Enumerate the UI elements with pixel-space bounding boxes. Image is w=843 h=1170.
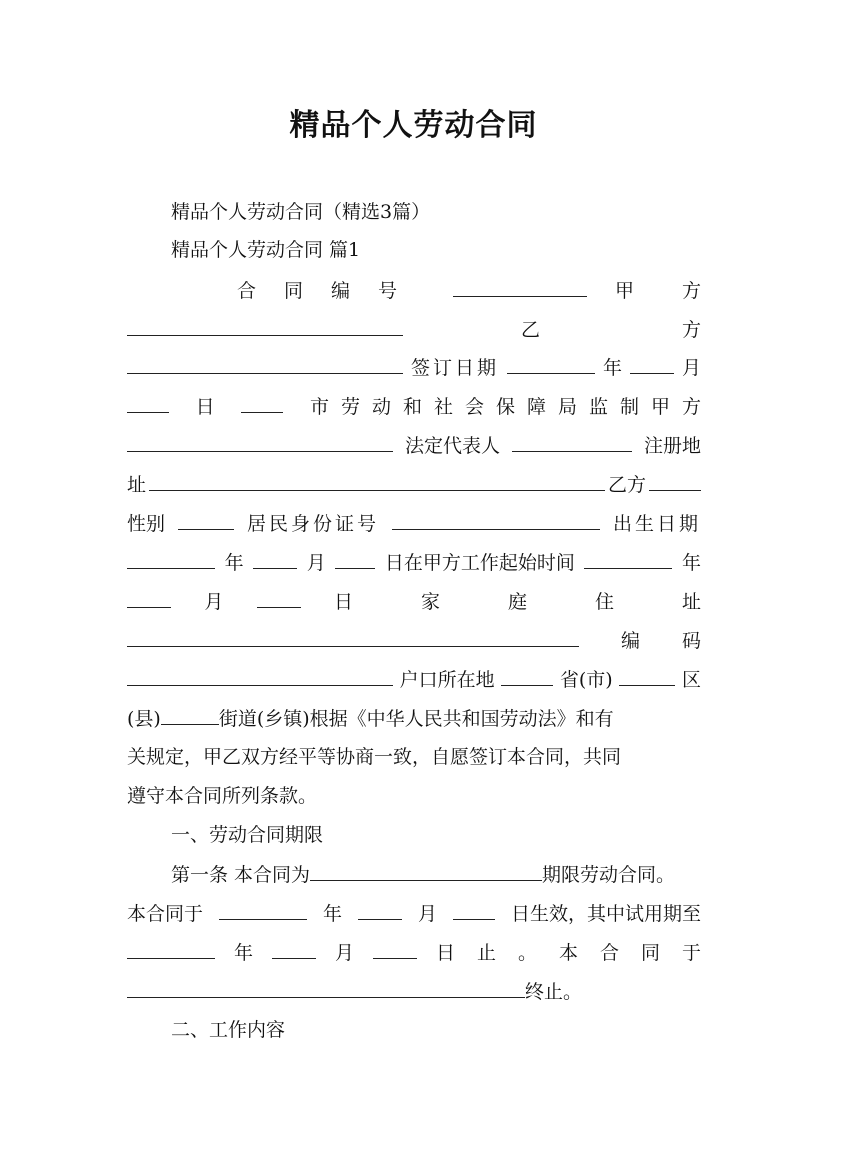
- subtitle: 精品个人劳动合同（精选3篇）: [171, 201, 431, 223]
- agreement-line: [127, 743, 701, 771]
- label-month-4: 月: [417, 903, 437, 925]
- label-month-5: 月: [334, 942, 354, 964]
- legal-rep-line: [127, 431, 701, 459]
- text-comply: 遵守本合同所列条款。: [127, 785, 318, 807]
- label-supervised: 市劳动和社会保障局监制甲方: [309, 396, 713, 418]
- blank-party-b: [127, 353, 403, 374]
- blank-postcode: [127, 665, 393, 686]
- label-sign-date: 签订日期: [410, 357, 499, 379]
- labor-law-line: [127, 704, 701, 732]
- label-month-3: 月: [204, 591, 224, 613]
- text-term-type: 期限劳动合同。: [542, 864, 676, 886]
- text-termination: 终止。: [525, 981, 583, 1003]
- label-year-5: 年: [233, 942, 253, 964]
- start-time-line: [127, 548, 701, 576]
- blank-birth-day: [335, 548, 375, 569]
- blank-start-year: [584, 548, 672, 569]
- section-heading: 精品个人劳动合同 篇1: [171, 239, 361, 261]
- blank-probation-day: [373, 938, 417, 959]
- article-one-line: [127, 860, 757, 888]
- section-work-heading: 二、工作内容: [171, 1019, 286, 1041]
- label-month: 月: [681, 357, 701, 379]
- blank-district: [619, 665, 675, 686]
- blank-gender: [178, 509, 234, 530]
- text-effective: 日生效，其中试用期至: [510, 903, 701, 925]
- blank-birth-year: [127, 548, 215, 569]
- label-party-a: 甲方: [614, 280, 749, 302]
- label-legal-rep: 法定代表人: [404, 435, 500, 457]
- blank-contract-number: [453, 276, 587, 297]
- postcode-line: [127, 626, 743, 654]
- blank-effective-year: [219, 899, 307, 920]
- blank-sign-year: [507, 353, 595, 374]
- blank-party-a-name: [127, 431, 393, 452]
- label-id-number: 居民身份证号: [246, 513, 379, 535]
- blank-id-number: [392, 509, 600, 530]
- label-year: 年: [602, 357, 622, 379]
- address-line: [127, 470, 701, 498]
- party-a-line: [127, 315, 843, 343]
- sign-date-line: [127, 353, 701, 381]
- label-registered-addr: 注册地: [643, 435, 701, 457]
- text-contract-from: 本合同于: [127, 903, 204, 925]
- blank-effective-month: [358, 899, 402, 920]
- label-province: 省(市): [559, 669, 613, 691]
- label-day: 日: [195, 396, 215, 418]
- section-heading-line: [127, 236, 745, 264]
- label-address-cont: 址: [127, 474, 147, 496]
- label-household: 户口所在地: [399, 669, 495, 691]
- blank-party-b-name: [649, 470, 701, 491]
- contract-number-line: [127, 276, 749, 304]
- label-year-3: 年: [681, 552, 701, 574]
- blank-start-day: [257, 587, 301, 608]
- label-year-4: 年: [322, 903, 342, 925]
- blank-registered-addr: [149, 470, 605, 491]
- comply-line: [127, 782, 701, 810]
- blank-birth-month: [253, 548, 297, 569]
- text-probation-end: 日止。本合同于: [435, 942, 723, 964]
- label-postcode: 编码: [620, 630, 743, 652]
- label-start-time: 日在甲方工作起始时间: [384, 552, 575, 574]
- blank-contract-term: [310, 860, 542, 881]
- blank-start-month: [127, 587, 171, 608]
- blank-street: [161, 704, 219, 725]
- blank-probation-year: [127, 938, 215, 959]
- text-agreement: 关规定，甲乙双方经平等协商一致，自愿签订本合同，共同: [127, 746, 622, 768]
- blank-termination: [127, 977, 525, 998]
- text-article-one: 第一条 本合同为: [171, 864, 311, 886]
- blank-sign-month: [630, 353, 674, 374]
- blank-sign-day-2: [241, 392, 283, 413]
- blank-legal-rep: [512, 431, 632, 452]
- label-birth-date: 出生日期: [612, 513, 701, 535]
- label-year-2: 年: [224, 552, 244, 574]
- text-labor-law: 街道(乡镇)根据《中华人民共和国劳动法》和有: [218, 708, 614, 730]
- supervised-line: [127, 392, 713, 420]
- probation-line: [127, 938, 723, 966]
- household-line: [127, 665, 701, 693]
- home-address-line: [127, 587, 769, 615]
- termination-line: [127, 977, 701, 1005]
- subtitle-line: [127, 198, 745, 226]
- label-party-b: 乙方: [520, 319, 843, 341]
- label-month-2: 月: [306, 552, 326, 574]
- label-home-address: 日家庭住址: [333, 591, 769, 613]
- blank-sign-day-1: [127, 392, 169, 413]
- label-gender: 性别: [127, 513, 166, 535]
- section-term-heading-line: [127, 821, 745, 849]
- blank-home-address: [127, 626, 579, 647]
- effective-line: [127, 899, 701, 927]
- blank-effective-day: [453, 899, 495, 920]
- label-district: 区: [681, 669, 701, 691]
- section-work-heading-line: [127, 1016, 745, 1044]
- gender-id-line: [127, 509, 701, 537]
- blank-province: [501, 665, 553, 686]
- section-term-heading: 一、劳动合同期限: [171, 824, 324, 846]
- label-county: (县): [127, 708, 161, 730]
- blank-probation-month: [272, 938, 316, 959]
- page-title: 精品个人劳动合同: [289, 108, 538, 143]
- label-party-b-2: 乙方: [607, 474, 646, 496]
- label-contract-number: 合同编号: [237, 280, 426, 302]
- blank-party-a: [127, 315, 403, 336]
